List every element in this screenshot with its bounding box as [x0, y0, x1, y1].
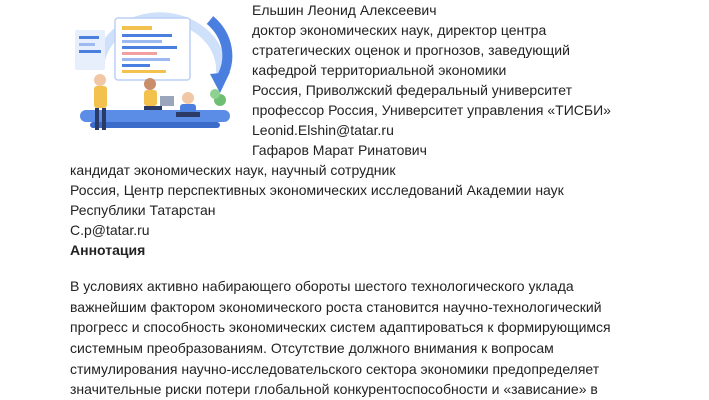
- abstract-heading: Аннотация: [70, 242, 146, 258]
- person-figure-icon: [176, 92, 200, 117]
- author-email: C.p@tatar.ru: [70, 222, 150, 238]
- abstract-line: системным преобразованиям. Отсутствие должного внимания к вопросам: [70, 340, 554, 356]
- dashboard-screen: [115, 18, 190, 80]
- author-name: Гафаров Марат Ринатович: [252, 142, 427, 158]
- abstract-line: стимулирования научно-исследовательского сектора экономики предопределяет: [70, 361, 600, 377]
- author-title-line: стратегических оценок и прогнозов, заведующий: [252, 42, 570, 58]
- author-email: Leonid.Elshin@tatar.ru: [252, 122, 394, 138]
- author-affiliation-line: профессор Россия, Университет управления «ТИСБИ»: [252, 102, 611, 118]
- abstract-line: В условиях активно набирающего обороты шестого технологического уклада: [70, 278, 574, 294]
- person-figure-icon: [144, 78, 174, 110]
- author-affiliation-line: Россия, Приволжский федеральный университет: [252, 82, 573, 98]
- abstract-line: значительные риски потери глобальной конкурентоспособности и «зависание» в: [70, 381, 598, 397]
- author-affiliation-line: Республики Татарстан: [70, 202, 216, 218]
- author-title-line: кандидат экономических наук, научный сотрудник: [70, 162, 396, 178]
- abstract-line: прогресс и способность экономических систем адаптироваться к формирующимся: [70, 319, 611, 335]
- author-title-line: доктор экономических наук, директор центра: [252, 22, 547, 38]
- team-analytics-illustration: [70, 0, 235, 140]
- author-name: Ельшин Леонид Алексеевич: [252, 2, 437, 18]
- abstract-line: важнейшим фактором экономического роста становится научно-технологический: [70, 299, 602, 315]
- author-affiliation-line: Россия, Центр перспективных экономических исследований Академии наук: [70, 182, 564, 198]
- author-title-line: кафедрой территориальной экономики: [252, 62, 507, 78]
